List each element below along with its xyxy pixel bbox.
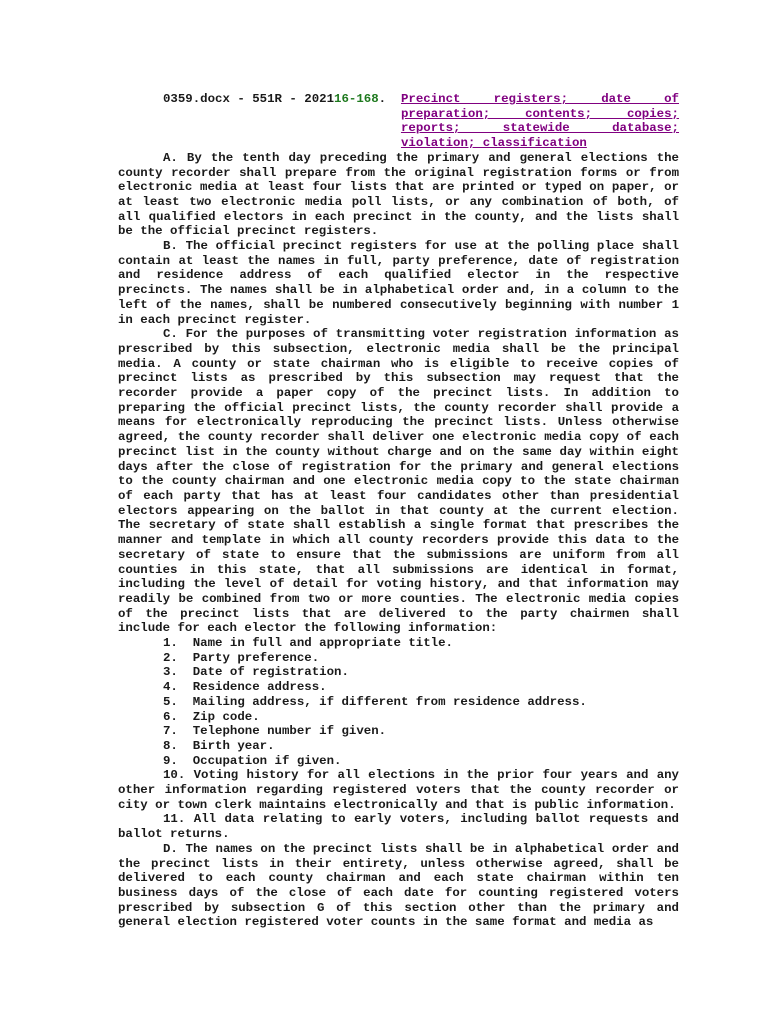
paragraph-c: C. For the purposes of transmitting voter registration information as prescribed by this subsection, electronic media shall be the principal media. A county or state chairman who is eligible to receive copies of precinct lists as prescribed by this subsection may request that the recorder provide a paper copy of the precinct lists. In addition to preparing the official precinct lists, the county recorder shall provide a means for electronically reproducing the precinct lists. Unless otherwise agreed, the county recorder shall deliver one electronic media copy of each precinct list in the county without charge and on the same day within eight days after the close of registration for the primary and general elections to the county chairman and one electronic media copy to the state chairman of each party that has at least four candidates other than presidential electors appearing on the ballot in that county at the current election. The secretary of state shall establish a single format that prescribes the manner and template in which all county recorders provide this data to the secretary of state to ensure that the submissions are uniform from all counties in this state, that all submissions are identical in format, including the level of detail for voting history, and that information may readily be combined from two or more counties. The electronic media copies of the precinct lists that are delivered to the party chairmen shall include for each elector the following information:	[118, 327, 679, 636]
section-title-link[interactable]: Precinct registers; date of preparation; contents; copies; reports; statewide database; violation; classification	[400, 92, 679, 151]
list-item: 7. Telephone number if given.	[163, 724, 387, 739]
doc-reference: 0359.docx - 551R - 2021	[163, 92, 335, 106]
paragraph-c-item-10: 10. Voting history for all elections in the prior four years and any other information regarding registered voters that the county recorder or city or town clerk maintains electronically and that is public information.	[118, 768, 679, 812]
paragraph-c-item-11: 11. All data relating to early voters, including ballot requests and ballot returns.	[118, 812, 679, 842]
list-item: 4. Residence address.	[163, 680, 327, 695]
list-item: 5. Mailing address, if different from residence address.	[163, 694, 587, 709]
section-number: 16-168	[334, 92, 379, 106]
heading-prefix	[163, 92, 401, 151]
list-item: 3. Date of registration.	[163, 665, 349, 680]
document-page	[118, 92, 679, 930]
heading-period: .	[378, 92, 387, 106]
list-item: 6. Zip code.	[163, 709, 260, 724]
list-item: 2. Party preference.	[163, 650, 320, 665]
section-heading	[118, 92, 679, 151]
paragraph-a: A. By the tenth day preceding the primary and general elections the county recorder shall prepare from the original registration forms or from electronic media at least four lists that are printed or typed on paper, or at least two electronic media poll lists, or any combination of both, of all qualified electors in each precinct in the county, and the lists shall be the official precinct registers.	[118, 150, 679, 239]
list-item: 8. Birth year.	[163, 738, 275, 753]
paragraph-b: B. The official precinct registers for use at the polling place shall contain at least the names in full, party preference, date of registration and residence address of each qualified elector in the respective precincts. The names shall be in alphabetical order and, in a column to the left of the names, shall be numbered consecutively beginning with number 1 in each precinct register.	[118, 239, 679, 327]
list-item: 9. Occupation if given.	[163, 753, 342, 768]
list-item: 1. Name in full and appropriate title.	[163, 636, 453, 651]
paragraph-d: D. The names on the precinct lists shall be in alphabetical order and the precinct lists in their entirety, unless otherwise agreed, shall be delivered to each county chairman and each state chairman within ten business days of the close of each date for counting registered voters prescribed by subsection G of this section other than the primary and general election registered voter counts in the same format and media as	[118, 841, 679, 930]
